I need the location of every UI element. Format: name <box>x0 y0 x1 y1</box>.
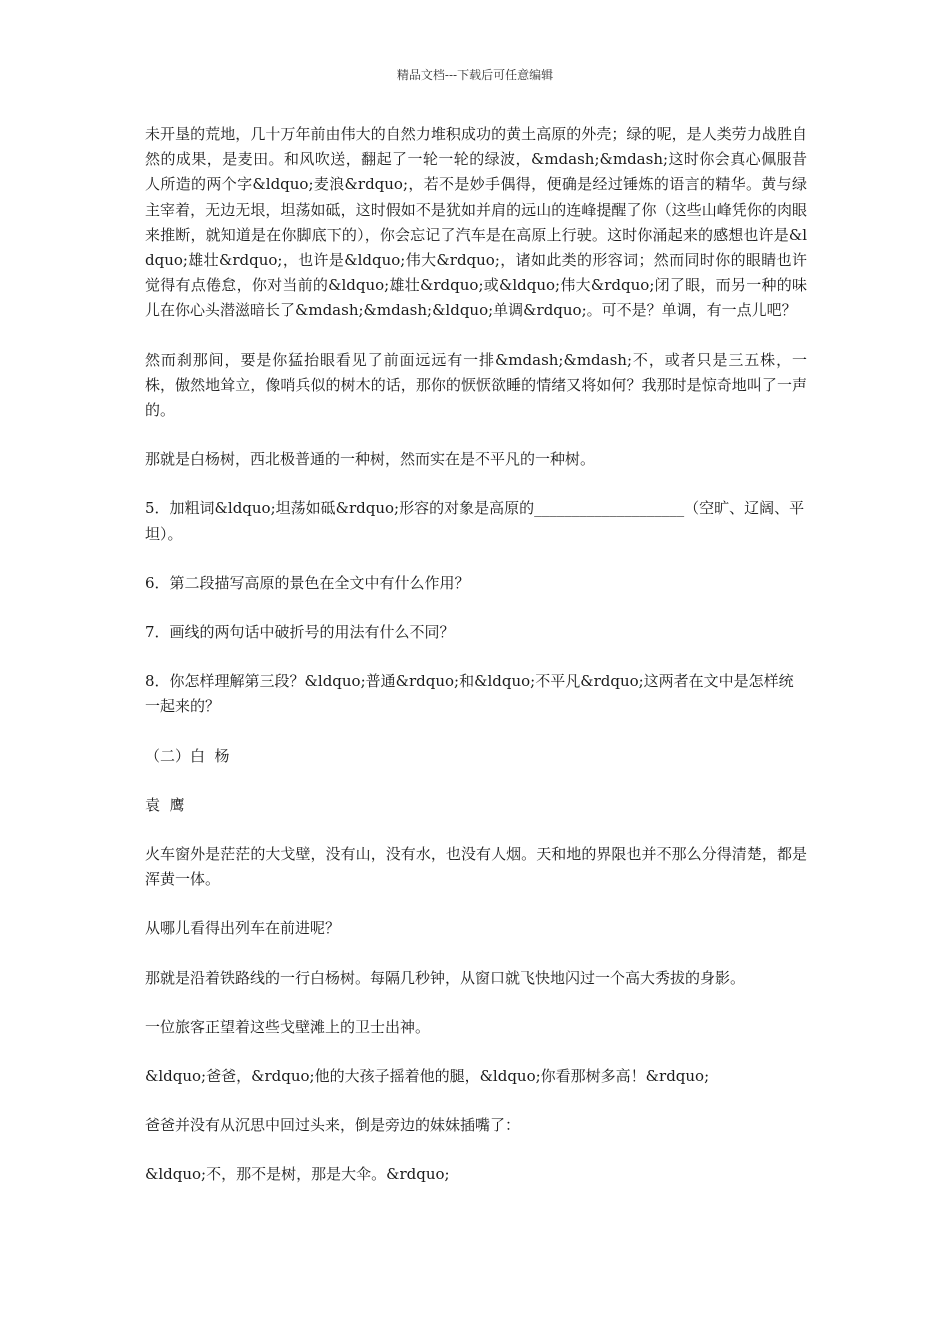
paragraph-poplar-line: 那就是沿着铁路线的一行白杨树。每隔几秒钟，从窗口就飞快地闪过一个高大秀拔的身影。 <box>145 968 746 987</box>
paragraph-loess-plateau: 未开垦的荒地，几十万年前由伟大的自然力堆积成功的黄土高原的外壳；绿的呢，是人类劳力战胜自然的成果，是麦田。和风吹送，翻起了一轮一轮的绿波，&mdash;&mdash;这时你会真心佩服昔人所造的两个字&ldquo;麦浪&rdquo;，若不是妙手偶得，便确是经过锤炼的语言的精华。黄与绿主宰着，无边无垠，坦荡如砥，这时假如不是犹如并肩的远山的连峰提醒了你（这些山峰凭你的肉眼来推断，就知道是在你脚底下的），你会忘记了汽车是在高原上行驶。这时你涌起来的感想也许是&ldquo;雄壮&rdquo;，也许是&ldquo;伟大&rdquo;，诸如此类的形容词；然而同时你的眼睛也许觉得有点倦怠，你对当前的&ldquo;雄壮&rdquo;或&ldquo;伟大&rdquo;闭了眼，而另一种的味儿在你心头潜滋暗长了&mdash;&mdash;&ldquo;单调&rdquo;。可不是？单调，有一点儿吧？ <box>145 125 807 320</box>
question-5: 5．加粗词&ldquo;坦荡如砥&rdquo;形容的对象是高原的____________________（空旷、辽阔、平坦）。 <box>145 499 805 543</box>
paragraph-white-poplar: 那就是白杨树，西北极普通的一种树，然而实在是不平凡的一种树。 <box>145 450 596 469</box>
question-8: 8．你怎样理解第三段？&ldquo;普通&rdquo;和&ldquo;不平凡&rdquo;这两者在文中是怎样统一起来的？ <box>145 672 794 716</box>
paragraph-child-dialog: &ldquo;爸爸，&rdquo;他的大孩子摇着他的腿，&ldquo;你看那树多高！&rdquo; <box>145 1067 710 1086</box>
author-name: 袁 鹰 <box>145 795 185 814</box>
question-7: 7．画线的两句话中破折号的用法有什么不同？ <box>145 623 455 642</box>
paragraph-question-train: 从哪儿看得出列车在前进呢？ <box>145 919 341 938</box>
paragraph-sudden-trees: 然而刹那间，要是你猛抬眼看见了前面远远有一排&mdash;&mdash;不，或者只是三五株，一株，傲然地耸立，像哨兵似的树木的话，那你的恹恹欲睡的情绪又将如何？我那时是惊奇地叫了一声的。 <box>145 350 807 420</box>
paragraph-father: 爸爸并没有从沉思中回过头来，倒是旁边的妹妹插嘴了： <box>145 1116 521 1135</box>
paragraph-traveler: 一位旅客正望着这些戈壁滩上的卫士出神。 <box>145 1017 431 1036</box>
question-6: 6．第二段描写高原的景色在全文中有什么作用？ <box>145 573 470 592</box>
section-title: （二）白 杨 <box>145 746 230 765</box>
paragraph-sister-dialog: &ldquo;不，那不是树，那是大伞。&rdquo; <box>145 1165 450 1184</box>
page-header: 精品文档---下载后可任意编辑 <box>396 68 554 82</box>
paragraph-gobi: 火车窗外是茫茫的大戈壁，没有山，没有水，也没有人烟。天和地的界限也并不那么分得清楚，都是浑黄一体。 <box>145 845 807 889</box>
document-body <box>145 122 807 1212</box>
